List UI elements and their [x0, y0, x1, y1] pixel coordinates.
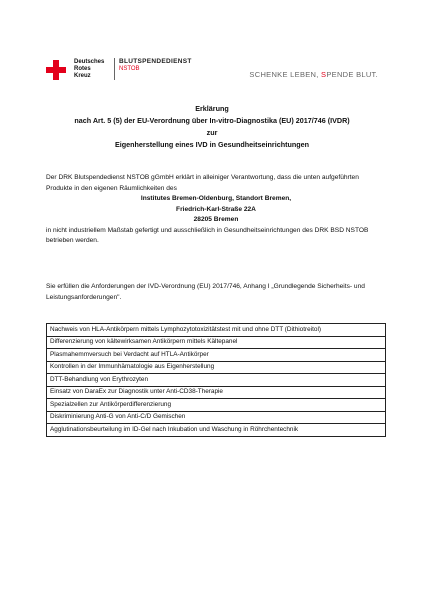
product-cell: Nachweis von HLA-Antikörpern mittels Lymphozytotoxizitätstest mit und ohne DTT (Dithiotreitol) — [47, 324, 386, 337]
address-line-1: Institutes Bremen-Oldenburg, Standort Bremen, — [140, 195, 292, 202]
table-row — [47, 324, 386, 337]
table-row — [47, 399, 386, 412]
table-row — [47, 361, 386, 374]
product-cell: DTT-Behandlung von Erythrozyten — [47, 374, 386, 387]
table-row — [47, 424, 386, 437]
conformity-paragraph: Sie erfüllen die Anforderungen der IVD-Verordnung (EU) 2017/746, Anhang I „Grundlegende Sicherheits- und Leistungsanforderungen". — [46, 283, 365, 301]
product-cell: Plasmahemmversuch bei Verdacht auf HTLA-Antikörper — [47, 349, 386, 362]
title-line-1: Erklärung — [195, 104, 229, 113]
slogan: SCHENKE LEBEN, SPENDE BLUT. — [249, 70, 378, 79]
table-row — [47, 386, 386, 399]
product-cell: Agglutinationsbeurteilung im ID-Gel nach Inkubation und Waschung in Röhrchentechnik — [47, 424, 386, 437]
product-cell: Kontrollen in der Immunhämatologie aus Eigenherstellung — [47, 361, 386, 374]
product-table — [46, 323, 386, 437]
declaration-end: in nicht industriellem Maßstab gefertigt und ausschließlich in Gesundheitseinrichtungen des DRK BSD NSTOB betrieben werden. — [46, 226, 369, 244]
service-name: BLUTSPENDEDIENST — [119, 58, 192, 65]
address-line-2: Friedrich-Karl-Straße 22A — [176, 205, 256, 213]
declaration-text: Der DRK Blutspendedienst NSTOB gGmbH erklärt in alleiniger Verantwortung, dass die unten aufgeführten Produkte in den eigenen Räumlichkeiten des — [46, 174, 359, 192]
declaration-paragraph — [46, 173, 386, 247]
org-name-line-2: Rotes — [74, 66, 91, 72]
service-subname: NSTOB — [119, 66, 140, 72]
product-cell: Einsatz von DaraEx zur Diagnostik unter Anti-CD38-Therapie — [47, 386, 386, 399]
table-row — [47, 411, 386, 424]
product-cell: Diskriminierung Anti-G von Anti-C/D Gemischen — [47, 411, 386, 424]
page-header — [0, 0, 424, 90]
table-row — [47, 336, 386, 349]
title-line-2: nach Art. 5 (5) der EU-Verordnung über In-vitro-Diagnostika (EU) 2017/746 (IVDR) — [74, 116, 350, 125]
title-line-4: Eigenherstellung eines IVD in Gesundheitseinrichtungen — [114, 140, 310, 149]
red-cross-logo-icon — [46, 60, 66, 80]
product-cell: Spezialzellen zur Antikörperdifferenzierung — [47, 399, 386, 412]
logo-divider — [114, 58, 115, 80]
table-row — [47, 349, 386, 362]
org-name-line-3: Kreuz — [74, 73, 91, 79]
table-row — [47, 374, 386, 387]
document-title — [40, 103, 384, 151]
title-line-3: zur — [206, 128, 218, 137]
org-name-line-1: Deutsches — [74, 59, 105, 65]
address-line-3: 28205 Bremen — [193, 216, 239, 223]
product-cell: Differenzierung von kältewirksamen Antikörpern mittels Kältepanel — [47, 336, 386, 349]
